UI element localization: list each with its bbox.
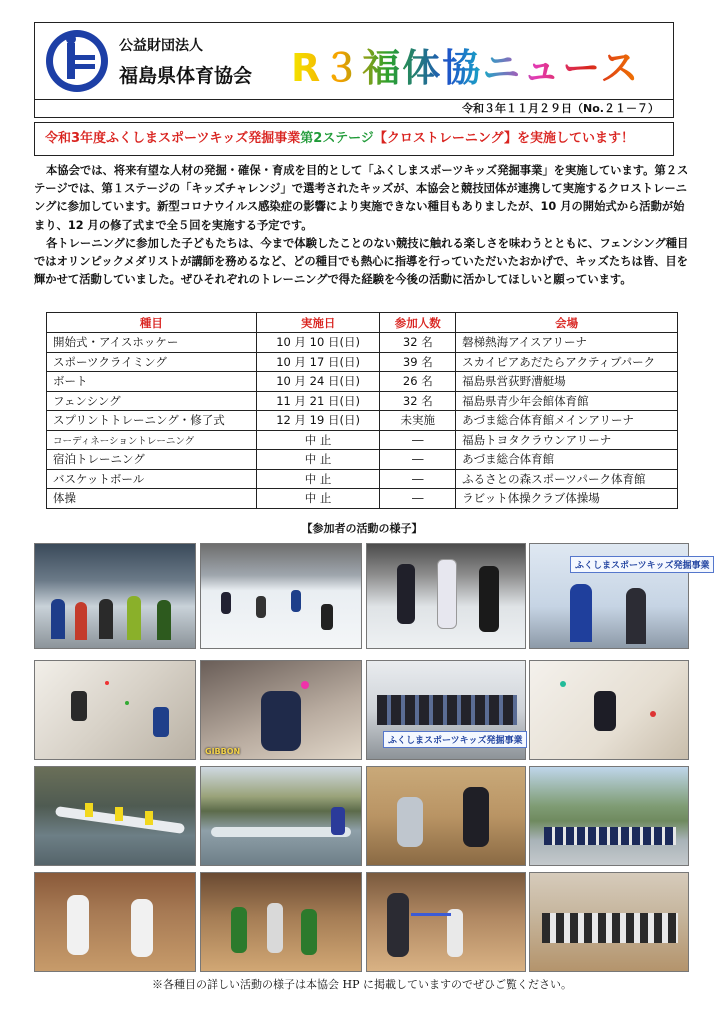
photo-ceremony-banner <box>529 543 710 649</box>
table-row <box>47 333 678 353</box>
group-banner: ふくしまスポーツキッズ発掘事業 <box>383 731 527 748</box>
cell-count: 未実施 <box>380 411 456 431</box>
cell-date: 12 月 19 日(日) <box>256 411 380 431</box>
photo-climbing-wall-1 <box>34 660 196 760</box>
cell-venue: 福島県営荻野漕艇場 <box>456 372 678 392</box>
cell-event: スプリントトレーニング・修了式 <box>47 411 257 431</box>
photo-fencing-3 <box>366 872 526 972</box>
cell-date: 11 月 21 日(日) <box>256 391 380 411</box>
cell-venue: 磐梯熱海アイスアリーナ <box>456 333 678 353</box>
table-row <box>47 352 678 372</box>
photo-climbing-wall-2 <box>200 660 362 760</box>
photo-opening-ceremony <box>34 543 196 649</box>
header-event: 種目 <box>47 313 257 333</box>
cell-event: 開始式・アイスホッケー <box>47 333 257 353</box>
event-banner: ふくしまスポーツキッズ発掘事業 <box>570 556 714 573</box>
cell-date: 中 止 <box>256 430 380 450</box>
cell-count: ― <box>380 450 456 470</box>
body-paragraph-2: 各トレーニングに参加した子どもたちは、今まで体験したことのない競技に触れる楽しさを味わうとともに、フェンシング種目ではオリンピックメダリストが講師を務めるなど、どの種目でも熱心に指導を行っていただいたおかげで、キッズたちは皆、目を輝かせて活動していました。ぜひそれぞれのトレーニングで得た経験を今後の活動に活かしてほしいと願っています。 <box>34 236 689 287</box>
cell-count: ― <box>380 469 456 489</box>
cell-date: 10 月 17 日(日) <box>256 352 380 372</box>
cell-date: 10 月 10 日(日) <box>256 333 380 353</box>
photo-climbing-wall-3 <box>529 660 689 760</box>
table-row <box>47 372 678 392</box>
cell-event: フェンシング <box>47 391 257 411</box>
photo-rowing-boat-1 <box>34 766 196 866</box>
gym-sign: GIBBON <box>205 747 241 756</box>
article-headline <box>34 122 674 156</box>
cell-count: ― <box>380 430 456 450</box>
table-row <box>47 450 678 470</box>
photo-rowing-machine <box>366 766 526 866</box>
cell-event: コーディネーショントレーニング <box>47 430 257 450</box>
cell-venue: あづま総合体育館 <box>456 450 678 470</box>
organization-type: 公益財団法人 <box>119 38 203 54</box>
headline-part-2: 第2ステージ <box>300 131 374 146</box>
photo-section-caption: 【参加者の活動の様子】 <box>301 522 423 535</box>
body-paragraph-1: 本協会では、将来有望な人材の発掘・確保・育成を目的として「ふくしまスポーツキッズ発掘事業」を実施しています。第２ステージでは、第１ステージの「キッズチャレンジ」で選考されたキッズが、本協会と競技団体が連携して実施するクロストレーニングに参加しています。新型コロナウイルス感染症の影響により実施できない種目もありましたが、10 月の開始式から活動が始まり、12 月の修了式まで全５回を実施する予定です。 <box>34 164 689 232</box>
cell-count: 39 名 <box>380 352 456 372</box>
schedule-table <box>46 312 678 509</box>
cell-date: 中 止 <box>256 489 380 509</box>
cell-event: 体操 <box>47 489 257 509</box>
photo-rowing-boat-2 <box>200 766 362 866</box>
newsletter-title: R３福体協ニュース <box>291 37 640 92</box>
cell-event: 宿泊トレーニング <box>47 450 257 470</box>
photo-ice-hockey-rink <box>200 543 362 649</box>
issue-date: 令和３年１１月２９日（No.２１－７） <box>34 100 674 118</box>
table-row <box>47 391 678 411</box>
photo-climbing-group <box>366 660 526 760</box>
photo-rowing-group <box>529 766 689 866</box>
headline-part-1: 令和3年度ふくしまスポーツキッズ発掘事業 <box>45 131 301 146</box>
cell-event: ボート <box>47 372 257 392</box>
cell-event: スポーツクライミング <box>47 352 257 372</box>
table-row <box>47 430 678 450</box>
cell-venue: 福島トヨタクラウンアリーナ <box>456 430 678 450</box>
cell-count: 32 名 <box>380 391 456 411</box>
photo-fencing-1 <box>34 872 196 972</box>
cell-venue: スカイピアあだたらアクティブパーク <box>456 352 678 372</box>
footer-note: ※各種目の詳しい活動の様子は本協会 HP に掲載していますのでぜひご覧ください。 <box>152 978 572 991</box>
organization-name: 福島県体育協会 <box>119 65 253 87</box>
cell-date: 中 止 <box>256 469 380 489</box>
cell-count: 26 名 <box>380 372 456 392</box>
newsletter-header <box>34 22 674 100</box>
cell-venue: ラビット体操クラブ体操場 <box>456 489 678 509</box>
table-row <box>47 469 678 489</box>
photo-fencing-4 <box>529 872 689 972</box>
table-row <box>47 489 678 509</box>
article-body <box>34 162 690 289</box>
association-logo-icon <box>45 29 109 93</box>
table-row <box>47 411 678 431</box>
table-header-row <box>47 313 678 333</box>
header-count: 参加人数 <box>380 313 456 333</box>
cell-date: 中 止 <box>256 450 380 470</box>
cell-venue: 福島県青少年会館体育館 <box>456 391 678 411</box>
header-venue: 会場 <box>456 313 678 333</box>
photo-fencing-2 <box>200 872 362 972</box>
headline-part-3: 【クロストレーニング】を実施しています！ <box>373 131 634 146</box>
cell-venue: あづま総合体育館メインアリーナ <box>456 411 678 431</box>
cell-count: 32 名 <box>380 333 456 353</box>
photo-ice-hockey-players <box>366 543 526 649</box>
cell-venue: ふるさとの森スポーツパーク体育館 <box>456 469 678 489</box>
cell-date: 10 月 24 日(日) <box>256 372 380 392</box>
cell-count: ― <box>380 489 456 509</box>
cell-event: バスケットボール <box>47 469 257 489</box>
header-date: 実施日 <box>256 313 380 333</box>
